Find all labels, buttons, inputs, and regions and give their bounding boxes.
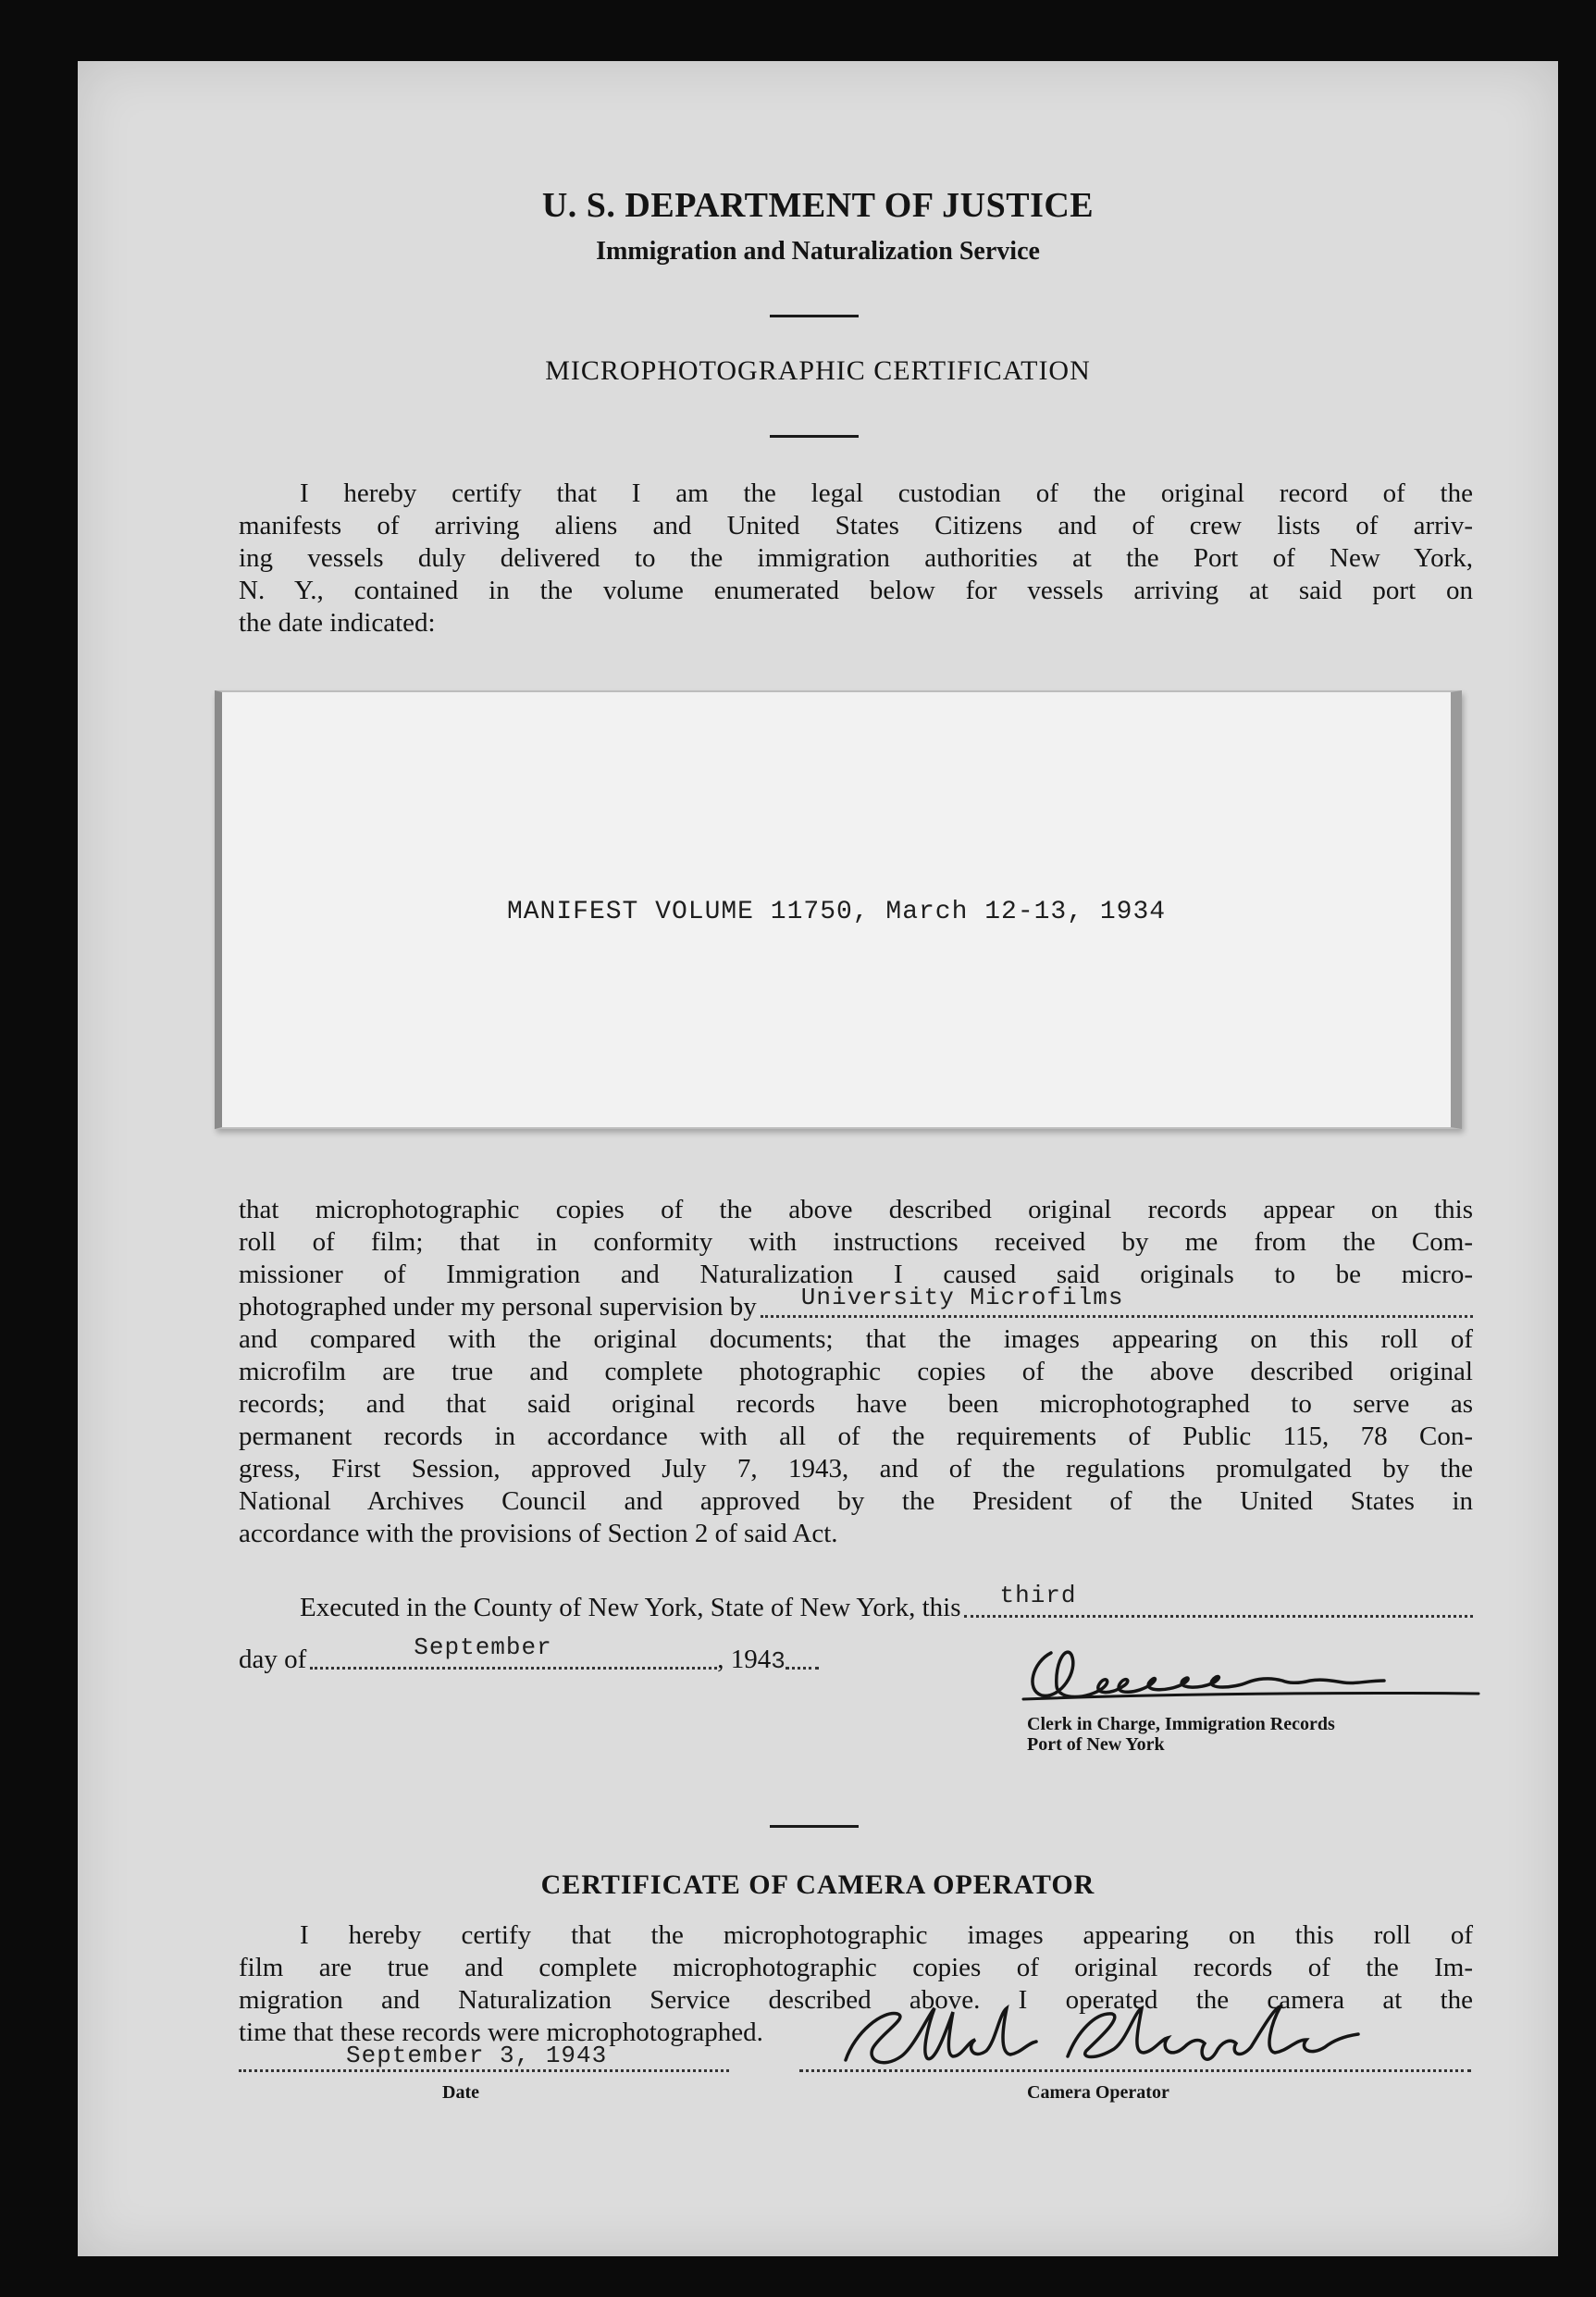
year-prefix: , 194	[717, 1645, 772, 1674]
body-paragraph	[239, 1194, 1473, 1550]
supervisor-value: University Microfilms	[800, 1284, 1124, 1311]
intro-paragraph	[239, 478, 1473, 639]
executed-line	[300, 1582, 1473, 1623]
clerk-title-line2: Port of New York	[1027, 1734, 1165, 1755]
camera-section-divider	[770, 1825, 859, 1828]
supervision-prefix: photographed under my personal supervision by	[239, 1292, 757, 1322]
operator-signature	[818, 1995, 1429, 2079]
executed-day-fill-line	[964, 1582, 1473, 1618]
department-title: U. S. DEPARTMENT OF JUSTICE	[541, 186, 1095, 225]
day-of-line	[239, 1633, 942, 1675]
body-line: gress, First Session, approved July 7, 1943, and of the regulations promulgated by the	[239, 1454, 1473, 1484]
camera-line: time that these records were microphotographed.	[239, 2018, 763, 2047]
camera-certificate-heading: CERTIFICATE OF CAMERA OPERATOR	[540, 1869, 1095, 1900]
body-line: and compared with the original documents; that the images appearing on this roll of	[239, 1324, 1473, 1354]
certification-heading: MICROPHOTOGRAPHIC CERTIFICATION	[545, 355, 1091, 386]
section-divider	[770, 435, 859, 438]
clerk-signature	[940, 1634, 1495, 1727]
service-subtitle: Immigration and Naturalization Service	[596, 237, 1040, 266]
year-digit: 3	[771, 1647, 786, 1675]
body-line: records; and that said original records have been microphotographed to serve as	[239, 1389, 1473, 1419]
clerk-title-line1: Clerk in Charge, Immigration Records	[1027, 1714, 1335, 1734]
executed-prefix: Executed in the County of New York, State of New York, this	[300, 1593, 961, 1622]
clerk-signature-image	[940, 1634, 1495, 1727]
supervision-line	[239, 1284, 1473, 1323]
intro-line: manifests of arriving aliens and United States Citizens and of crew lists of arriv-	[239, 511, 1473, 540]
operator-label: Camera Operator	[1027, 2082, 1169, 2103]
volume-insert-slip	[215, 690, 1462, 1129]
camera-line: film are true and complete microphotographic copies of original records of the Im-	[239, 1953, 1473, 1982]
operator-signature-image	[818, 1995, 1429, 2079]
year-fill-line	[786, 1643, 819, 1670]
body-line: accordance with the provisions of Section 2 of said Act.	[239, 1519, 838, 1548]
date-label: Date	[442, 2082, 479, 2103]
camera-line: migration and Naturalization Service described above. I operated the camera at the	[239, 1985, 1473, 2015]
body-line: microfilm are true and complete photographic copies of the above described original	[239, 1357, 1473, 1386]
certificate-sheet	[78, 61, 1558, 2256]
date-value: September 3, 1943	[346, 2042, 608, 2069]
camera-line: I hereby certify that the microphotographic images appearing on this roll of	[300, 1920, 1473, 1950]
body-line: National Archives Council and approved by the President of the United States in	[239, 1486, 1473, 1516]
intro-line: ing vessels duly delivered to the immigration authorities at the Port of New York,	[239, 543, 1473, 573]
intro-line: I hereby certify that I am the legal custodian of the original record of the	[300, 478, 1473, 508]
month-fill-line	[310, 1633, 717, 1670]
body-line: roll of film; that in conformity with instructions received by me from the Com-	[239, 1227, 1473, 1257]
body-line: that microphotographic copies of the above described original records appear on this	[239, 1195, 1473, 1224]
executed-day-value: third	[999, 1582, 1077, 1609]
month-value: September	[414, 1633, 552, 1661]
date-fill-line	[239, 2042, 729, 2072]
supervisor-fill-line	[761, 1284, 1473, 1318]
day-of-prefix: day of	[239, 1645, 307, 1674]
body-line: permanent records in accordance with all of the requirements of Public 115, 78 Con-	[239, 1422, 1473, 1451]
body-line: missioner of Immigration and Naturalization I caused said originals to be micro-	[239, 1260, 1473, 1289]
intro-line: the date indicated:	[239, 608, 436, 638]
header-divider	[770, 315, 859, 317]
intro-line: N. Y., contained in the volume enumerated below for vessels arriving at said port on	[239, 576, 1473, 605]
volume-description: MANIFEST VOLUME 11750, March 12-13, 1934	[506, 898, 1167, 926]
